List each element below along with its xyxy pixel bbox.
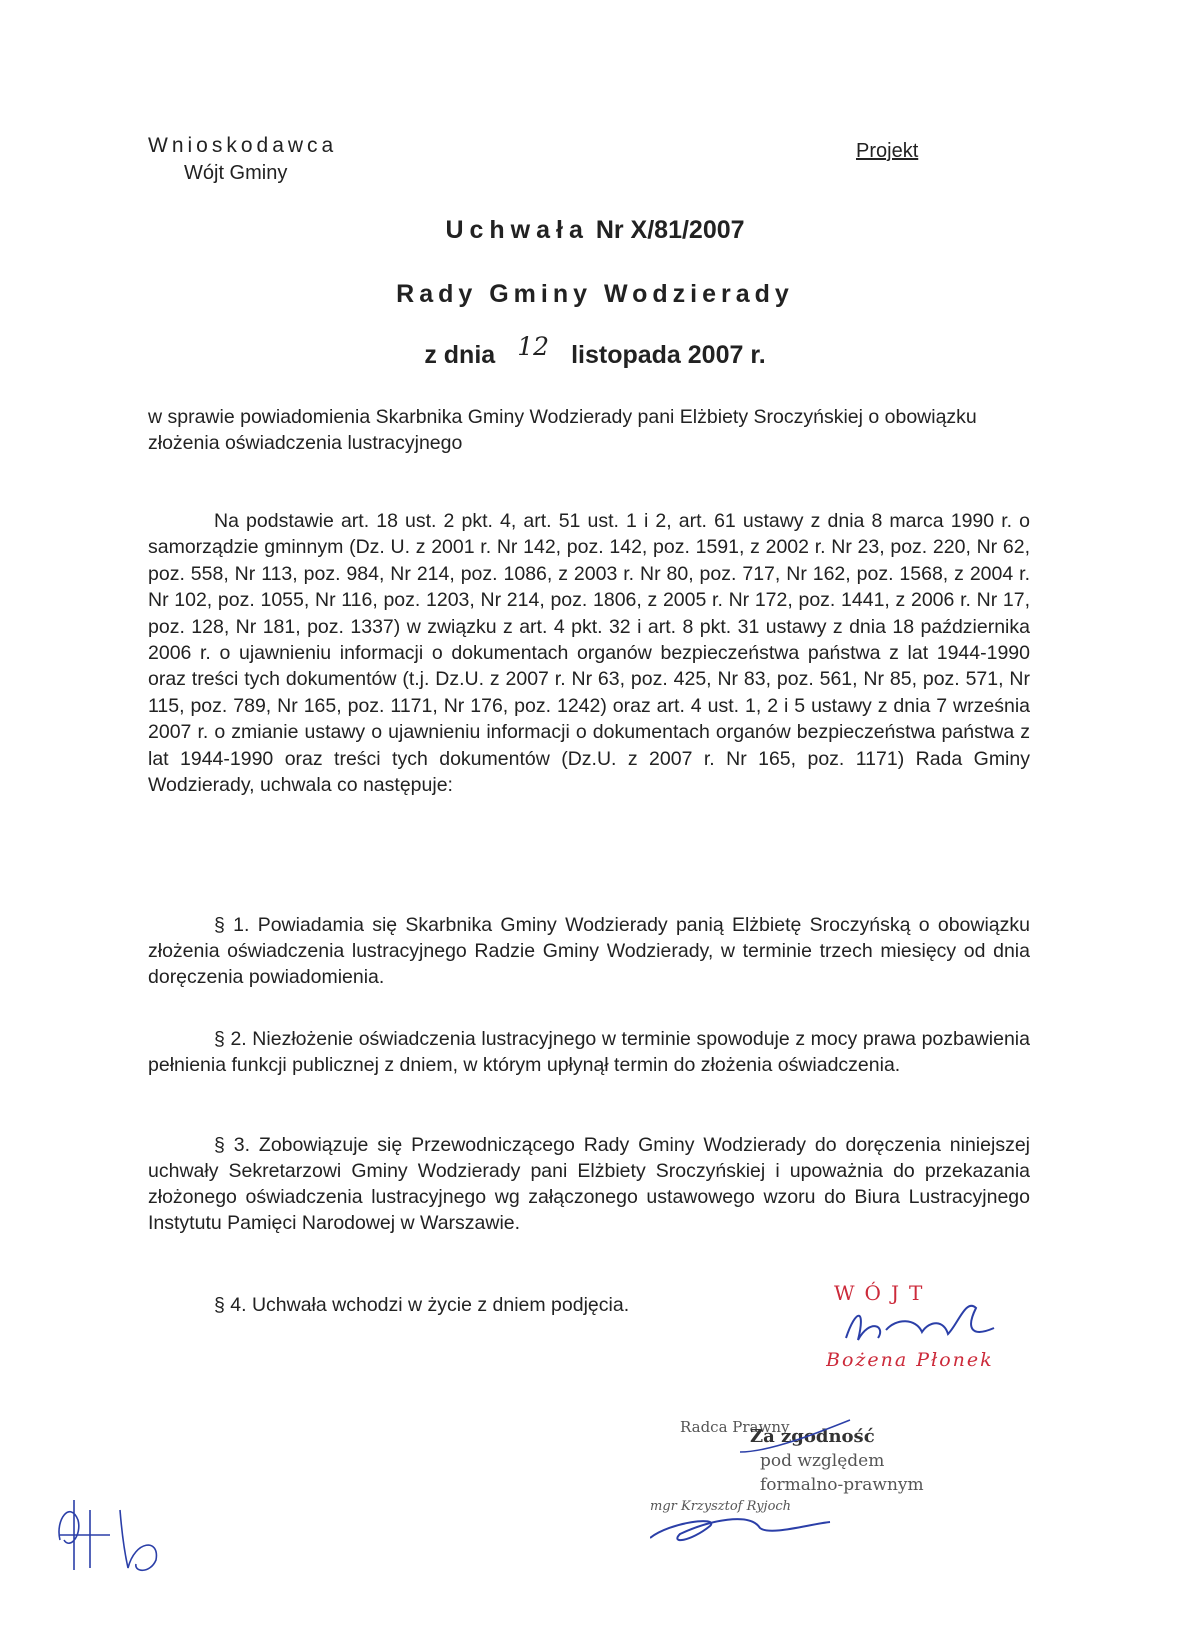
mayor-stamp-signature: [826, 1268, 1026, 1378]
mayor-stamp-name: Bożena Płonek: [826, 1349, 994, 1371]
council-name: Rady Gminy Wodzierady: [396, 280, 794, 308]
legal-stamp-line5: mgr Krzysztof Ryjoch: [650, 1499, 792, 1514]
date-suffix: listopada 2007 r.: [571, 341, 766, 369]
section-3: § 3. Zobowiązuje się Przewodniczącego Rady Gminy Wodzierady do doręczenia niniejszej uchwały Sekretarzowi Gminy Wodzierady pani Elżbiety Sroczyńskiej i upoważnia do przekazania złożonego oświadczenia lustracyjnego wg załączonego ustawowego wzoru do Biura Lustracyjnego Instytutu Pamięci Narodowej w Warszawie.: [148, 1134, 1030, 1234]
resolution-number: Nr X/81/2007: [595, 216, 745, 244]
resolution-subject: w sprawie powiadomienia Skarbnika Gminy Wodzierady pani Elżbiety Sroczyńskiej o obowiązku złożenia oświadczenia lustracyjnego: [148, 406, 977, 454]
section-2: § 2. Niezłożenie oświadczenia lustracyjnego w terminie spowoduje z mocy prawa pozbawienia pełnienia funkcji publicznej z dniem, w którym upłynął termin do złożenia oświadczenia.: [148, 1028, 1030, 1076]
section-4: § 4. Uchwała wchodzi w życie z dniem podjęcia.: [214, 1294, 630, 1316]
legal-approval-stamp: [650, 1412, 950, 1562]
mayor-stamp-title: WÓJT: [834, 1281, 933, 1305]
legal-basis-paragraph: Na podstawie art. 18 ust. 2 pkt. 4, art. 51 ust. 1 i 2, art. 61 ustawy z dnia 8 marca 1990 r. o samorządzie gminnym (Dz. U. z 2001 r. Nr 142, poz. 142, poz. 1591, z 2002 r. Nr 23, poz. 220, Nr 62, poz. 558, Nr 113, poz. 984, Nr 214, poz. 1086, z 2003 r. Nr 80, poz. 717, Nr 162, poz. 1568, z 2004 r. Nr 102, poz. 1055, Nr 116, poz. 1203, Nr 214, poz. 1806, z 2005 r. Nr 172, poz. 1441, z 2006 r. Nr 17, poz. 128, Nr 181, poz. 1337) w związku z art. 4 pkt. 32 i art. 8 pkt. 31 ustawy z dnia 18 października 2006 r. o ujawnieniu informacji o dokumentach organów bezpieczeństwa państwa z lat 1944-1990 oraz treści tych dokumentów (t.j. Dz.U. z 2007 r. Nr 63, poz. 425, Nr 83, poz. 561, Nr 85, poz. 571, Nr 115, poz. 789, Nr 165, poz. 1171, Nr 176, poz. 1242) oraz art. 4 ust. 1, 2 i 5 ustawy z dnia 7 września 2007 r. o zmianie ustawy o ujawnieniu informacji o dokumentach organów bezpieczeństwa państwa z lat 1944-1990 oraz treści tych dokumentów (Dz.U. z 2007 r. Nr 165, poz. 1171) Rada Gminy Wodzierady, uchwala co następuje:: [148, 510, 1030, 797]
resolution-date: [0, 332, 1190, 370]
applicant-name: Wójt Gminy: [184, 162, 288, 184]
legal-stamp-line3: pod względem: [760, 1451, 885, 1471]
date-prefix: z dnia: [424, 341, 496, 369]
legal-stamp-line4: formalno-prawnym: [760, 1475, 924, 1495]
date-day-handwritten: 12: [517, 332, 550, 361]
legal-signature-icon: [650, 1519, 830, 1540]
initials-paraph-icon: [50, 1480, 190, 1580]
mayor-signature-icon: [846, 1306, 994, 1340]
legal-stamp-line2: Za zgodność: [750, 1426, 875, 1447]
project-label: Projekt: [856, 140, 919, 162]
resolution-word: Uchwała: [445, 216, 589, 244]
resolution-title: [0, 216, 1190, 245]
legal-stamp-line1: Radca Prawny: [680, 1418, 790, 1436]
applicant-label: Wnioskodawca: [148, 134, 338, 157]
section-1: § 1. Powiadamia się Skarbnika Gminy Wodzierady panią Elżbietę Sroczyńską o obowiązku złożenia oświadczenia lustracyjnego Radzie Gminy Wodzierady, w terminie trzech miesięcy od dnia doręczenia powiadomienia.: [148, 914, 1030, 988]
